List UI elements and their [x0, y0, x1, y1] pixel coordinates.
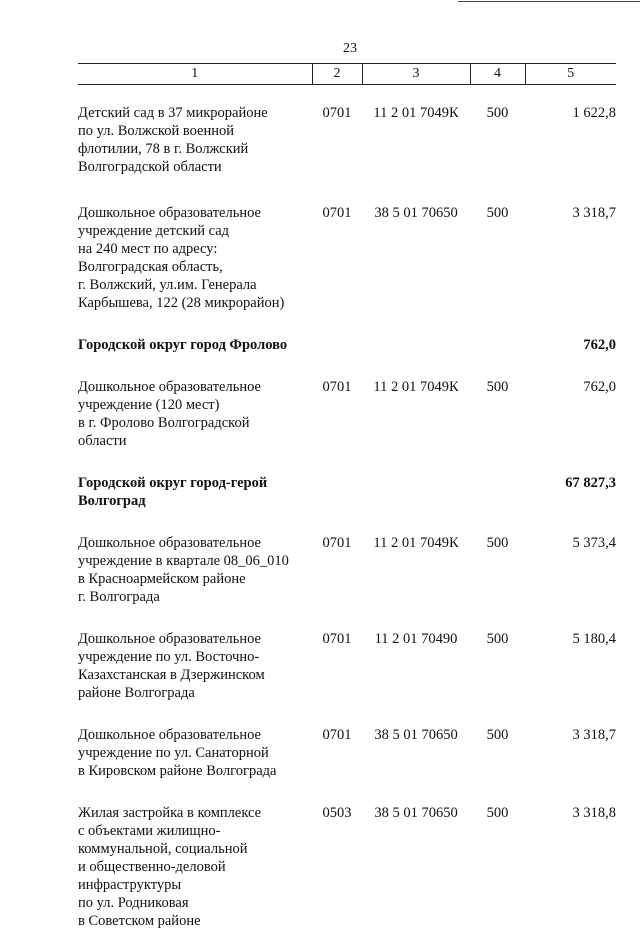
object-name-line: Жилая застройка в комплексе [78, 804, 312, 822]
amount-cell: 762,0 [525, 312, 616, 354]
table-body [78, 85, 616, 930]
section-code-cell [312, 450, 362, 510]
object-name-line: г. Волгограда [78, 588, 312, 606]
amount-cell: 3 318,7 [525, 702, 616, 780]
section-total-row [78, 312, 616, 354]
object-name-line: инфраструктуры [78, 876, 312, 894]
table-row [78, 85, 616, 177]
object-name-line: флотилии, 78 в г. Волжский [78, 140, 312, 158]
section-code-cell: 0701 [312, 354, 362, 450]
expense-type-cell [470, 312, 525, 354]
object-name-line: Городской округ город-герой [78, 474, 312, 492]
expense-type-cell: 500 [470, 606, 525, 702]
object-name-line: Дошкольное образовательное [78, 204, 312, 222]
target-code-cell: 38 5 01 70650 [362, 702, 470, 780]
object-name-line: области [78, 432, 312, 450]
table-row [78, 510, 616, 606]
object-name-line: по ул. Волжской военной [78, 122, 312, 140]
amount-cell: 67 827,3 [525, 450, 616, 510]
expense-type-cell: 500 [470, 780, 525, 930]
expense-type-cell [470, 450, 525, 510]
object-name-line: учреждение по ул. Восточно- [78, 648, 312, 666]
expense-type-cell: 500 [470, 510, 525, 606]
object-name-line: на 240 мест по адресу: [78, 240, 312, 258]
object-name-line: учреждение по ул. Санаторной [78, 744, 312, 762]
amount-cell: 1 622,8 [525, 85, 616, 177]
object-name-line: Волгоградской области [78, 158, 312, 176]
target-code-cell: 11 2 01 7049К [362, 85, 470, 177]
section-code-cell: 0701 [312, 176, 362, 312]
amount-cell: 5 180,4 [525, 606, 616, 702]
object-name-line: Волгоградская область, [78, 258, 312, 276]
top-rule [458, 1, 640, 2]
section-code-cell: 0701 [312, 85, 362, 177]
object-name-line: г. Волжский, ул.им. Генерала [78, 276, 312, 294]
object-name-cell [78, 354, 312, 450]
object-name-line: и общественно-деловой [78, 858, 312, 876]
target-code-cell: 11 2 01 7049К [362, 354, 470, 450]
section-total-row [78, 450, 616, 510]
object-name-cell [78, 510, 312, 606]
object-name-line: Волгоград [78, 492, 312, 510]
expense-type-cell: 500 [470, 354, 525, 450]
object-name-line: в Красноармейском районе [78, 570, 312, 588]
object-name-line: Дошкольное образовательное [78, 378, 312, 396]
column-header-1: 1 [78, 64, 312, 85]
target-code-cell: 38 5 01 70650 [362, 780, 470, 930]
page-number: 23 [0, 41, 640, 57]
object-name-line: Карбышева, 122 (28 микрорайон) [78, 294, 312, 312]
table-row [78, 606, 616, 702]
table-row [78, 780, 616, 930]
header-row [78, 64, 616, 85]
object-name-line: Дошкольное образовательное [78, 534, 312, 552]
section-code-cell: 0701 [312, 702, 362, 780]
object-name-cell [78, 702, 312, 780]
table-row [78, 702, 616, 780]
section-code-cell: 0701 [312, 606, 362, 702]
object-name-line: Дошкольное образовательное [78, 726, 312, 744]
target-code-cell [362, 450, 470, 510]
expense-type-cell: 500 [470, 176, 525, 312]
object-name-line: учреждение детский сад [78, 222, 312, 240]
object-name-line: учреждение в квартале 08_06_010 [78, 552, 312, 570]
object-name-line: Дошкольное образовательное [78, 630, 312, 648]
object-name-line: в Кировском районе Волгограда [78, 762, 312, 780]
object-name-line: коммунальной, социальной [78, 840, 312, 858]
object-name-cell [78, 450, 312, 510]
object-name-line: в Советском районе [78, 912, 312, 930]
amount-cell: 3 318,8 [525, 780, 616, 930]
object-name-line: учреждение (120 мест) [78, 396, 312, 414]
object-name-line: Городской округ город Фролово [78, 336, 312, 354]
object-name-line: Казахстанская в Дзержинском [78, 666, 312, 684]
column-header-5: 5 [525, 64, 616, 85]
target-code-cell: 11 2 01 7049К [362, 510, 470, 606]
column-header-2: 2 [312, 64, 362, 85]
section-code-cell: 0503 [312, 780, 362, 930]
expense-type-cell: 500 [470, 85, 525, 177]
amount-cell: 3 318,7 [525, 176, 616, 312]
object-name-line: районе Волгограда [78, 684, 312, 702]
object-name-cell [78, 312, 312, 354]
column-header-4: 4 [470, 64, 525, 85]
object-name-line: Детский сад в 37 микрорайоне [78, 104, 312, 122]
table-row [78, 354, 616, 450]
section-code-cell [312, 312, 362, 354]
section-code-cell: 0701 [312, 510, 362, 606]
object-name-cell [78, 85, 312, 177]
object-name-cell [78, 780, 312, 930]
budget-table [78, 63, 616, 930]
object-name-cell [78, 606, 312, 702]
target-code-cell: 11 2 01 70490 [362, 606, 470, 702]
object-name-cell [78, 176, 312, 312]
table-row [78, 176, 616, 312]
object-name-line: с объектами жилищно- [78, 822, 312, 840]
target-code-cell: 38 5 01 70650 [362, 176, 470, 312]
target-code-cell [362, 312, 470, 354]
column-header-3: 3 [362, 64, 470, 85]
object-name-line: по ул. Родниковая [78, 894, 312, 912]
amount-cell: 762,0 [525, 354, 616, 450]
object-name-line: в г. Фролово Волгоградской [78, 414, 312, 432]
amount-cell: 5 373,4 [525, 510, 616, 606]
expense-type-cell: 500 [470, 702, 525, 780]
